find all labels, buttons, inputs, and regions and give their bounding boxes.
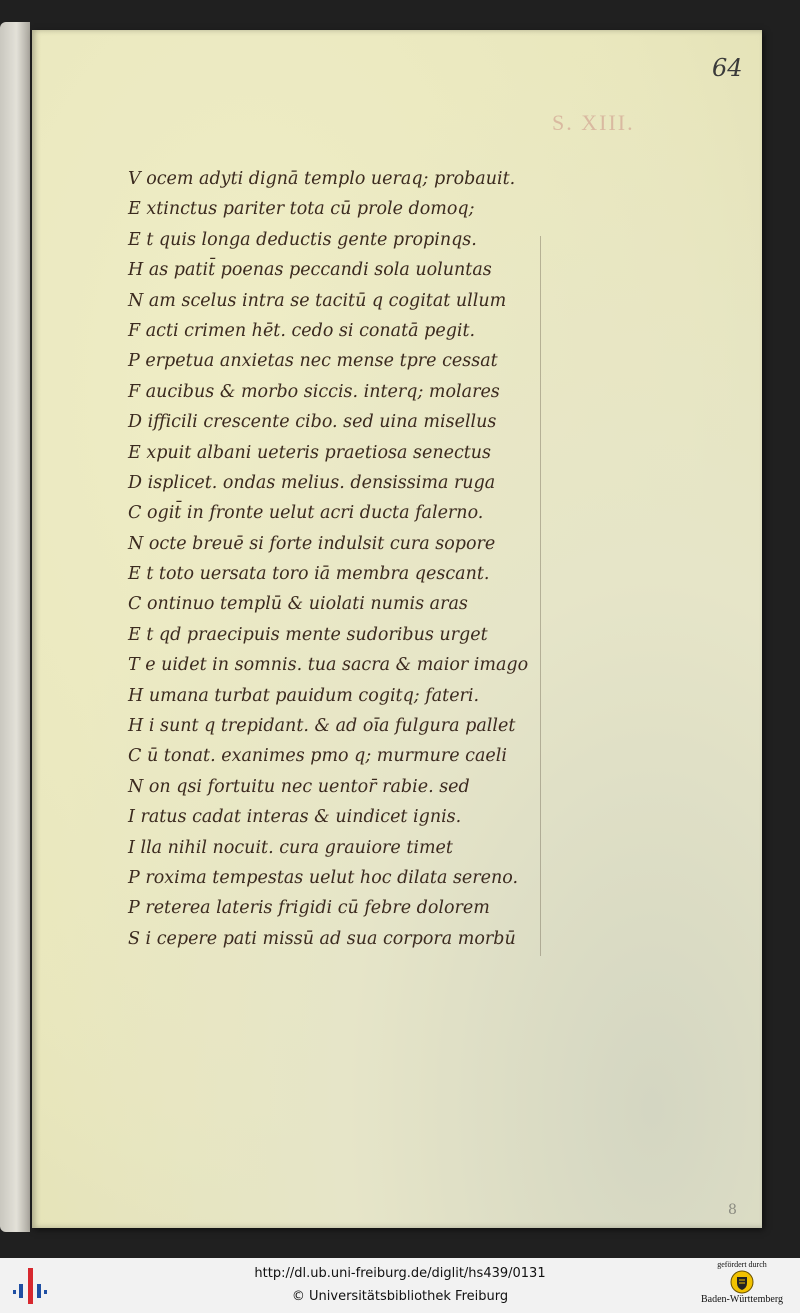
text-line: E xpuit albani ueteris praetiosa senectus bbox=[128, 442, 492, 463]
permalink[interactable]: http://dl.ub.uni-freiburg.de/diglit/hs439/0131 bbox=[254, 1266, 546, 1281]
manuscript-page bbox=[32, 30, 762, 1228]
sponsor-name: Baden-Württemberg bbox=[700, 1294, 783, 1305]
text-line: P erpetua anxietas nec mense tpre cessat bbox=[128, 351, 498, 372]
text-line: E t qd praecipuis mente sudoribus urget bbox=[128, 624, 488, 645]
previous-leaf-edge bbox=[0, 22, 30, 1232]
text-line: I lla nihil nocuit. cura grauiore timet bbox=[128, 837, 453, 858]
text-line: T e uidet in somnis. tua sacra & maior imago bbox=[128, 655, 529, 676]
text-line: P roxima tempestas uelut hoc dilata sereno. bbox=[128, 867, 519, 888]
text-line: H as patit̄ poenas peccandi sola uoluntas bbox=[128, 260, 492, 281]
corner-mark: 8 bbox=[728, 1202, 737, 1218]
copyright-notice: © Universitätsbibliothek Freiburg bbox=[291, 1289, 509, 1304]
text-line: E xtinctus pariter tota cū prole domoq; bbox=[128, 199, 475, 220]
text-line: I ratus cadat interas & uindicet ignis. bbox=[128, 807, 462, 828]
text-line: H umana turbat pauidum cogitq; fateri. bbox=[128, 685, 480, 706]
text-line: P reterea lateris frigidi cū febre dolorem bbox=[128, 898, 490, 919]
text-line: C ū tonat. exanimes pmo q; murmure caeli bbox=[128, 746, 507, 767]
text-line: D isplicet. ondas melius. densissima ruga bbox=[128, 472, 496, 493]
folio-number: 64 bbox=[712, 54, 743, 82]
footer-bar bbox=[0, 1258, 800, 1313]
running-head: S. XIII. bbox=[552, 110, 635, 135]
text-line: F aucibus & morbo siccis. interq; molares bbox=[128, 381, 500, 402]
text-line: E t quis longa deductis gente propinqs. bbox=[128, 229, 477, 250]
text-line: C ogit̄ in fronte uelut acri ducta falerno. bbox=[128, 503, 484, 524]
text-line: H i sunt q trepidant. & ad oīa fulgura pallet bbox=[128, 716, 516, 737]
baden-wuerttemberg-seal-icon bbox=[730, 1270, 754, 1294]
text-block bbox=[128, 164, 588, 954]
sponsor-label: gefördert durch bbox=[717, 1260, 767, 1269]
text-line: S i cepere pati missū ad sua corpora morbū bbox=[128, 928, 516, 949]
sponsor-block bbox=[692, 1260, 792, 1305]
text-line: N octe breuē si forte indulsit cura sopore bbox=[128, 533, 496, 554]
text-line: C ontinuo templū & uiolati numis aras bbox=[128, 594, 468, 615]
text-line: N am scelus intra se tacitū q cogitat ullum bbox=[128, 290, 507, 311]
text-line: N on qsi fortuitu nec uentor̄ rabie. sed bbox=[128, 776, 470, 797]
text-line: F acti crimen hēt. cedo si conatā pegit. bbox=[128, 320, 476, 341]
text-line: V ocem adyti dignā templo ueraq; probauit. bbox=[128, 169, 516, 189]
text-line: E t toto uersata toro iā membra qescant. bbox=[128, 564, 490, 585]
text-line: D ifficili crescente cibo. sed uina misellus bbox=[128, 412, 497, 433]
